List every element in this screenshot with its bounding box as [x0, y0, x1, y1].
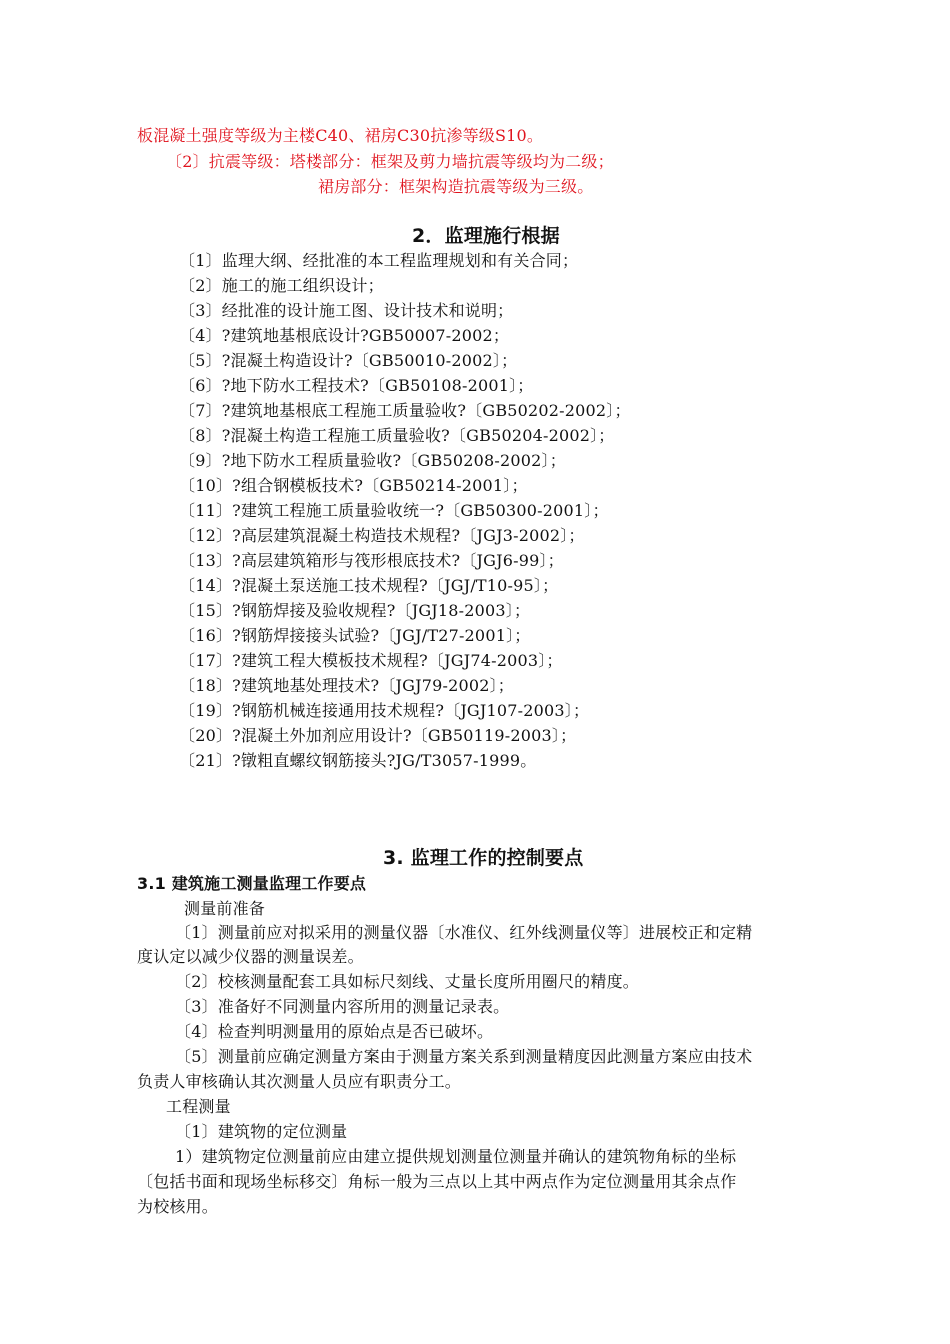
reference-list-item: 〔15〕?钢筋焊接及验收规程?〔JGJ18-2003〕；: [179, 601, 531, 620]
prep-item-1b: 度认定以减少仪器的测量误差。: [137, 947, 364, 966]
reference-list-item: 〔5〕?混凝土构造设计?〔GB50010-2002〕；: [179, 351, 518, 370]
reference-list-item: 〔19〕?钢筋机械连接通用技术规程?〔JGJ107-2003〕；: [179, 701, 590, 720]
reference-list-item: 〔17〕?建筑工程大模板技术规程?〔JGJ74-2003〕；: [179, 651, 563, 670]
reference-list-item: 〔2〕施工的施工组织设计；: [179, 276, 384, 295]
reference-list-item: 〔13〕?高层建筑箱形与筏形根底技术?〔JGJ6-99〕；: [179, 551, 564, 570]
intro-line-seismic-podium: 裙房部分：框架构造抗震等级为三级。: [318, 177, 594, 196]
prep-item-1a: 〔1〕测量前应对拟采用的测量仪器〔水准仪、红外线测量仪等〕进展校正和定精: [175, 923, 753, 942]
prep-item-2: 〔2〕校核测量配套工具如标尺刻线、丈量长度所用圈尺的精度。: [175, 972, 639, 991]
reference-list-item: 〔16〕?钢筋焊接接头试验?〔JGJ/T27-2001〕；: [179, 626, 531, 645]
reference-list-item: 〔8〕?混凝土构造工程施工质量验收?〔GB50204-2002〕；: [179, 426, 615, 445]
section-3-title: 3. 监理工作的控制要点: [383, 847, 584, 869]
reference-list-item: 〔9〕?地下防水工程质量验收?〔GB50208-2002〕；: [179, 451, 566, 470]
reference-list-item: 〔3〕经批准的设计施工图、设计技术和说明；: [179, 301, 514, 320]
reference-list-item: 〔12〕?高层建筑混凝土构造技术规程?〔JGJ3-2002〕；: [179, 526, 585, 545]
survey-item-1-1a: 1）建筑物定位测量前应由建立提供规划测量位测量并确认的建筑物角标的坐标: [175, 1147, 737, 1166]
reference-list-item: 〔6〕?地下防水工程技术?〔GB50108-2001〕；: [179, 376, 534, 395]
intro-line-seismic-tower: 〔2〕抗震等级：塔楼部分：框架及剪力墙抗震等级均为二级；: [166, 152, 614, 171]
prep-item-4: 〔4〕检查判明测量用的原始点是否已破坏。: [175, 1022, 494, 1041]
reference-list-item: 〔10〕?组合钢模板技术?〔GB50214-2001〕；: [179, 476, 528, 495]
reference-list-item: 〔11〕?建筑工程施工质量验收统一?〔GB50300-2001〕；: [179, 501, 609, 520]
intro-line-concrete-grade: 板混凝土强度等级为主楼C40、裙房C30抗渗等级S10。: [137, 126, 544, 145]
section-2-title: 2．监理施行根据: [412, 225, 560, 247]
prep-item-5a: 〔5〕测量前应确定测量方案由于测量方案关系到测量精度因此测量方案应由技术: [175, 1047, 753, 1066]
reference-list-item: 〔14〕?混凝土泵送施工技术规程?〔JGJ/T10-95〕；: [179, 576, 559, 595]
reference-list-item: 〔18〕?建筑地基处理技术?〔JGJ79-2002〕；: [179, 676, 515, 695]
reference-list-item: 〔4〕?建筑地基根底设计?GB50007-2002；: [179, 326, 510, 345]
survey-item-1-1c: 为校核用。: [137, 1197, 219, 1216]
reference-list-item: 〔1〕监理大纲、经批准的本工程监理规划和有关合同；: [179, 251, 579, 270]
prep-label: 测量前准备: [184, 899, 266, 918]
prep-item-3: 〔3〕准备好不同测量内容所用的测量记录表。: [175, 997, 510, 1016]
reference-list-item: 〔21〕?镦粗直螺纹钢筋接头?JG/T3057-1999。: [179, 751, 537, 770]
prep-item-5b: 负责人审核确认其次测量人员应有职责分工。: [137, 1072, 462, 1091]
reference-list-item: 〔20〕?混凝土外加剂应用设计?〔GB50119-2003〕；: [179, 726, 577, 745]
engineering-survey-label: 工程测量: [166, 1097, 231, 1116]
survey-item-1: 〔1〕建筑物的定位测量: [175, 1122, 348, 1141]
reference-list-item: 〔7〕?建筑地基根底工程施工质量验收?〔GB50202-2002〕；: [179, 401, 631, 420]
section-3-1-subtitle: 3.1 建筑施工测量监理工作要点: [137, 874, 367, 893]
survey-item-1-1b: 〔包括书面和现场坐标移交〕角标一般为三点以上其中两点作为定位测量用其余点作: [137, 1172, 737, 1191]
